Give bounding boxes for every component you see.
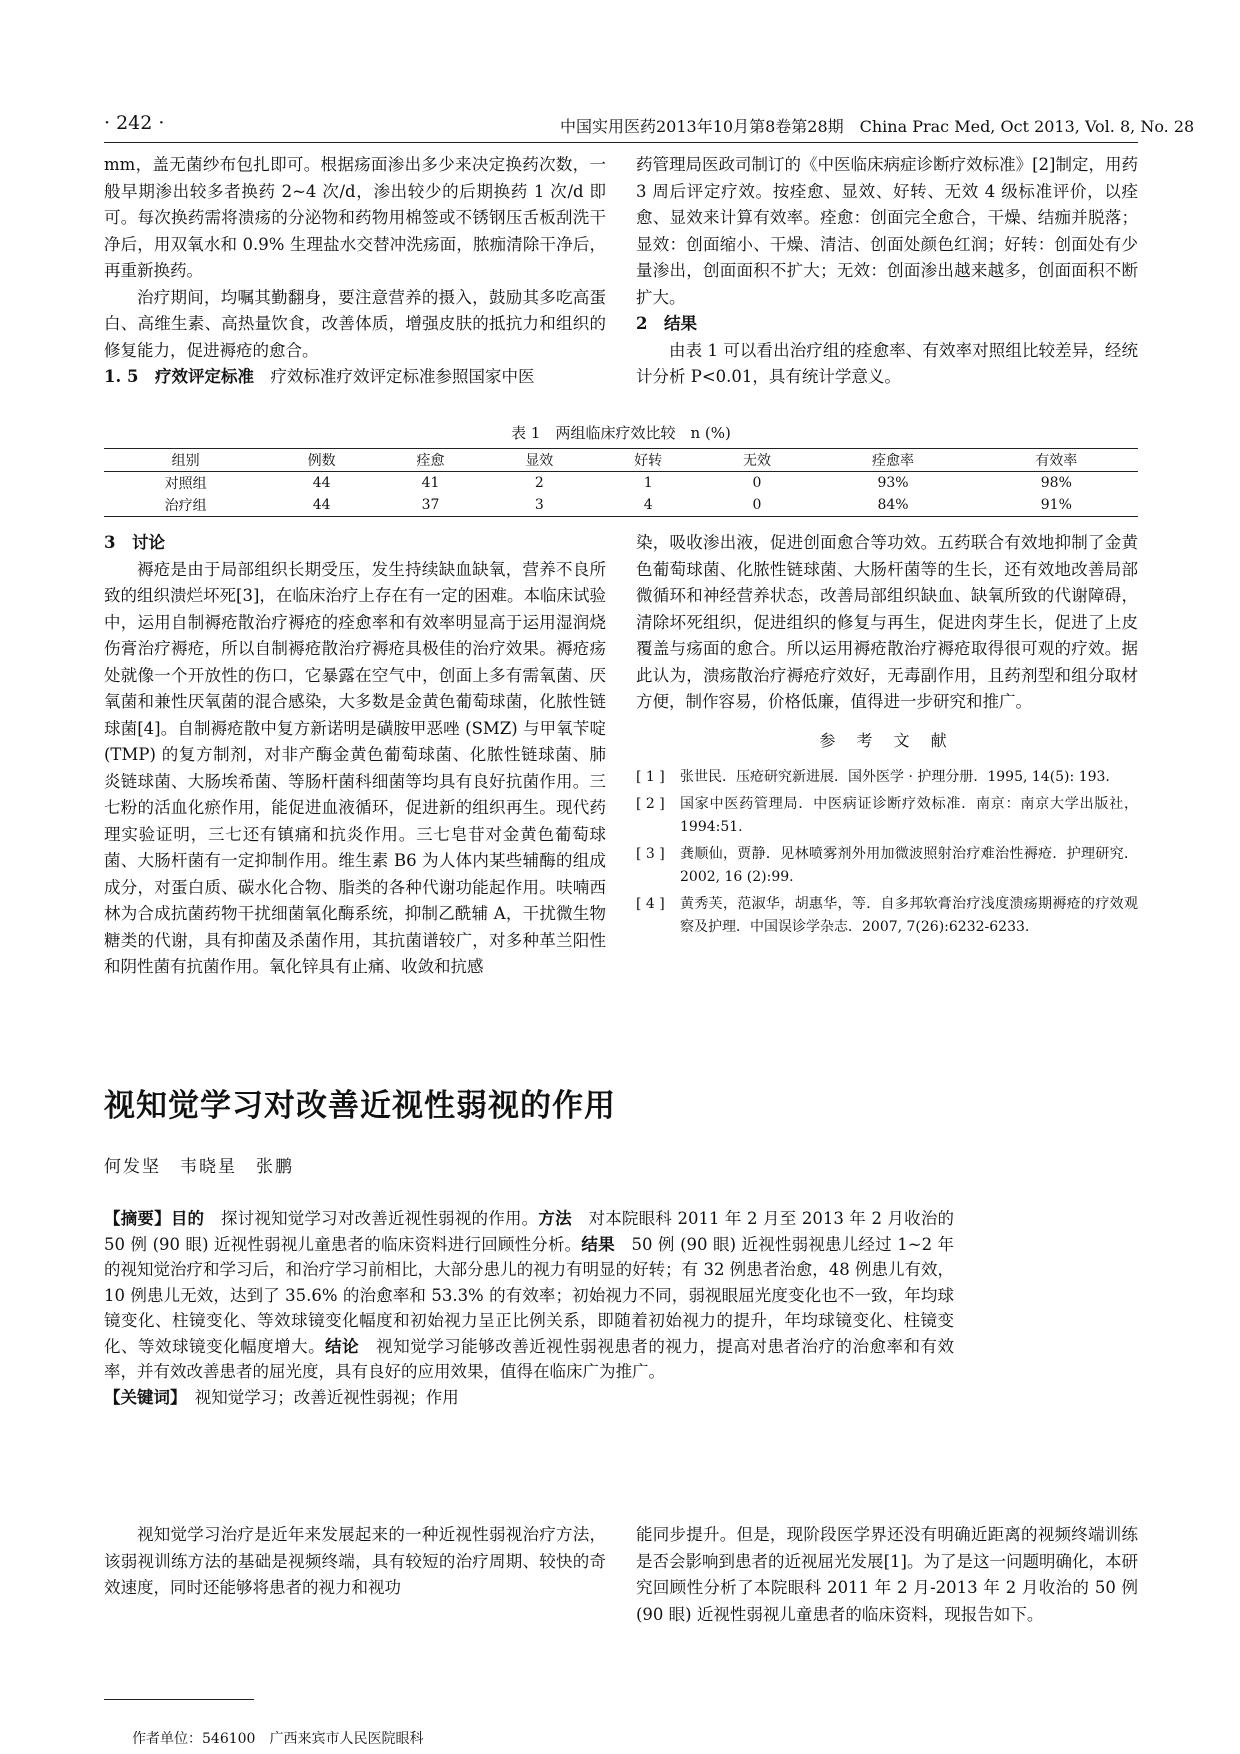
method-text: 对本院眼科 2011 年 2 月至 2013 年 2 月收治的 50 例 (90 眼) 近视性弱视儿童患者的临床资料进行回顾性分析。 <box>104 1209 955 1254</box>
result-text: 50 例 (90 眼) 近视性弱视患儿经过 1~2 年的视知觉治疗和学习后，和治疗学习前相比，大部分患儿的视力有明显的好转；有 32 例患者治愈，48 例患儿有效，10 例患儿无效，达到了 35.6% 的治愈率和 53.3% 的有效率；初始视力不同，弱视眼屈光度变化也不一致，年均球镜变化、柱镜变化、等效球镜变化幅度和初始视力呈正比例关系，即随着初始视力的提升，年均球镜变化、柱镜变化、等效球镜变化幅度增大。 <box>104 1234 955 1356</box>
discussion-right-column <box>636 530 1138 943</box>
keywords-text: 视知觉学习；改善近视性弱视；作用 <box>178 1387 459 1407</box>
top-left-column <box>104 152 606 391</box>
table-cell: 41 <box>421 475 440 491</box>
table-cell: 2 <box>534 475 544 491</box>
table-row <box>104 472 1138 495</box>
reference-text: 黄秀芙，范淑华，胡惠华，等．自多邦软膏治疗浅度溃疡期褥疮的疗效观察及护理．中国误诊学杂志．2007, 7(26):6232-6233. <box>680 896 1138 935</box>
reference-item <box>636 843 1138 889</box>
conclusion-text: 视知觉学习能够改善近视性弱视患者的视力，提高对患者治疗的治愈率和有效率，并有效改善患者的屈光度，具有良好的应用效果，值得在临床广为推广。 <box>104 1336 955 1381</box>
method-label: 方法 <box>538 1209 572 1228</box>
table-header-cell: 好转 <box>634 453 663 469</box>
table-header-cell: 例数 <box>307 453 336 469</box>
header-rule <box>104 142 1138 143</box>
intro-right-paragraph: 能同步提升。但是，现阶段医学界还没有明确近距离的视频终端训练是否会影响到患者的近视屈光发展[1]。为了是这一问题明确化，本研究回顾性分析了本院眼科 2011 年 2 月-2013 年 2 月收治的 50 例 (90 眼) 近视性弱视儿童患者的临床资料，现报告如下。 <box>636 1525 1138 1624</box>
results-heading: 2 结果 <box>636 314 697 333</box>
references-title: 参 考 文 献 <box>819 730 955 750</box>
abstract-block <box>104 1206 954 1410</box>
table-header-cell: 组别 <box>171 453 200 469</box>
table-cell: 对照组 <box>164 476 207 492</box>
footnote-rule <box>104 1699 254 1700</box>
table-cell: 91% <box>1040 497 1072 513</box>
table-cell: 1 <box>643 475 653 491</box>
keywords-paragraph <box>104 1385 954 1411</box>
reference-text: 龚顺仙，贾静．见林喷雾剂外用加微波照射治疗难治性褥疮．护理研究．2002, 16 (2):99. <box>680 846 1138 885</box>
abstract-label: 【摘要】 <box>104 1209 171 1228</box>
table-header-cell: 无效 <box>742 453 771 469</box>
reference-text: 张世民．压疮研究新进展．国外医学 · 护理分册．1995, 14(5): 193. <box>680 769 1110 785</box>
table-header-cell: 有效率 <box>1035 453 1078 469</box>
result-label: 结果 <box>581 1234 615 1254</box>
table-row <box>104 494 1138 517</box>
table-header-cell: 痊愈率 <box>872 453 915 469</box>
top-right-column <box>636 152 1138 391</box>
reference-number: [ 2 ] <box>636 796 665 812</box>
keywords-label: 【关键词】 <box>104 1387 179 1407</box>
reference-item <box>636 766 1138 789</box>
table-header-row <box>104 449 1138 472</box>
reference-number: [ 1 ] <box>636 769 665 785</box>
table-cell: 37 <box>421 497 440 513</box>
discussion-left-column <box>104 530 606 981</box>
objective-text: 探讨视知觉学习对改善近视性弱视的作用。 <box>204 1209 539 1228</box>
reference-item <box>636 793 1138 839</box>
discussion-heading: 3 讨论 <box>104 533 165 552</box>
table-cell: 4 <box>643 497 653 513</box>
care-paragraph: 治疗期间，均嘱其勤翻身，要注意营养的摄入，鼓励其多吃高蛋白、高维生素、高热量饮食，改善体质，增强皮肤的抵抗力和组织的修复能力，促进褥疮的愈合。 <box>104 287 606 360</box>
table-cell: 0 <box>752 497 762 513</box>
table-cell: 93% <box>877 475 909 491</box>
table-cell: 44 <box>312 497 331 513</box>
table-cell: 治疗组 <box>164 498 207 514</box>
reference-text: 国家中医药管理局．中医病证诊断疗效标准．南京：南京大学出版社，1994:51. <box>680 796 1138 835</box>
criteria-paragraph <box>104 364 606 391</box>
journal-header: 中国实用医药2013年10月第8卷第28期 China Prac Med, Oct 2013, Vol. 8, No. 28 <box>560 117 1195 136</box>
table-caption: 表 1 两组临床疗效比较 n (%) <box>511 424 731 442</box>
table-cell: 0 <box>752 475 762 491</box>
page-number: · 242 · <box>104 112 165 134</box>
reference-number: [ 3 ] <box>636 846 665 862</box>
table-cell: 98% <box>1040 475 1072 491</box>
table-cell: 3 <box>534 497 544 513</box>
table-header-cell: 痊愈 <box>416 453 445 469</box>
objective-label: 目的 <box>170 1209 205 1228</box>
article-title: 视知觉学习对改善近视性弱视的作用 <box>104 1088 616 1124</box>
results-paragraph: 由表 1 可以看出治疗组的痊愈率、有效率对照组比较差异，经统计分析 P<0.01，具有统计学意义。 <box>636 340 1138 386</box>
discussion-paragraph-cont: 染，吸收渗出液，促进创面愈合等功效。五药联合有效地抑制了金黄色葡萄球菌、化脓性链球菌、大肠杆菌等的生长，还有效地改善局部微循环和神经营养状态，改善局部组织缺血、缺氧所致的代谢障碍，清除坏死组织，促进组织的修复与再生，促进肉芽生长，促进了上皮覆盖与疡面的愈合。所以运用褥疮散治疗褥疮取得很可观的疗效。据此认为，溃疡散治疗褥疮疗效好，无毒副作用，且药剂型和组分取材方便，制作容易，价格低廉，值得进一步研究和推广。 <box>636 533 1138 711</box>
conclusion-label: 结论 <box>325 1336 360 1356</box>
criteria-text: 疗效标准疗效评定标准参照国家中医 <box>253 367 535 386</box>
discussion-paragraph: 褥疮是由于局部组织长期受压，发生持续缺血缺氧，营养不良所致的组织溃烂坏死[3]，在临床治疗上存在有一定的困难。本临床试验中，运用自制褥疮散治疗褥疮的痊愈率和有效率明显高于运用湿润烧伤膏治疗褥疮，所以自制褥疮散治疗褥疮具极佳的治疗效果。褥疮疡处就像一个开放性的伤口，它暴露在空气中，创面上多有需氧菌、厌氧菌和兼性厌氧菌的混合感染，大多数是金黄色葡萄球菌，化脓性链球菌[4]。自制褥疮散中复方新诺明是磺胺甲恶唑 (SMZ) 与甲氧苄啶 (TMP) 的复方制剂，对非产酶金黄色葡萄球菌、化脓性链球菌、肺炎链球菌、大肠埃希菌、等肠杆菌科细菌等均具有良好抗菌作用。三七粉的活血化瘀作用，能促进血液循环，促进新的组织再生。现代药理实验证明，三七还有镇痛和抗炎作用。三七皂苷对金黄色葡萄球菌、大肠杆菌有一定抑制作用。维生素 B6 为人体内某些辅酶的组成成分，对蛋白质、碳水化合物、脂类的各种代谢功能起作用。呋喃西林为合成抗菌药物干扰细菌氧化酶系统，抑制乙酰辅 A，干扰微生物糖类的代谢，具有抑菌及杀菌作用，其抗菌谱较广，对多种革兰阳性和阴性菌有抗菌作用。氧化锌具有止痛、收敛和抗感 <box>104 559 606 976</box>
reference-number: [ 4 ] <box>636 896 665 912</box>
table-header-cell: 显效 <box>525 453 554 469</box>
table-cell: 44 <box>312 475 331 491</box>
reference-item <box>636 893 1138 939</box>
article-authors: 何发坚 韦晓星 张鹏 <box>104 1157 294 1177</box>
abstract-paragraph <box>104 1206 954 1385</box>
table-cell: 84% <box>877 497 909 513</box>
intro-left-paragraph: 视知觉学习治疗是近年来发展起来的一种近视性弱视治疗方法，该弱视训练方法的基础是视频终端，具有较短的治疗周期、较快的奇效速度，同时还能够将患者的视力和视功 <box>104 1525 606 1597</box>
criteria-paragraph-cont: 药管理局医政司制订的《中医临床病症诊断疗效标准》[2]制定，用药 3 周后评定疗效。按痊愈、显效、好转、无效 4 级标准评价，以痊愈、显效来计算有效率。痊愈：创面完全愈合，干燥、结痂并脱落；显效：创面缩小、干燥、清洁、创面处颜色红润；好转：创面处有少量渗出，创面面积不扩大；无效：创面渗出越来越多，创面面积不断扩大。 <box>636 155 1138 307</box>
efficacy-table <box>104 448 1138 517</box>
criteria-heading: 1. 5 疗效评定标准 <box>104 367 254 386</box>
method-paragraph-end: mm，盖无菌纱布包扎即可。根据疡面渗出多少来决定换药次数，一般早期渗出较多者换药 2~4 次/d，渗出较少的后期换药 1 次/d 即可。每次换药需将溃疡的分泌物和药物用棉签或不锈钢压舌板刮洗干净后，用双氧水和 0.9% 生理盐水交替冲洗疡面，脓痂清除干净后，再重新换药。 <box>104 155 606 280</box>
author-affiliation-footnote: 作者单位：546100 广西来宾市人民医院眼科 <box>132 1731 424 1747</box>
